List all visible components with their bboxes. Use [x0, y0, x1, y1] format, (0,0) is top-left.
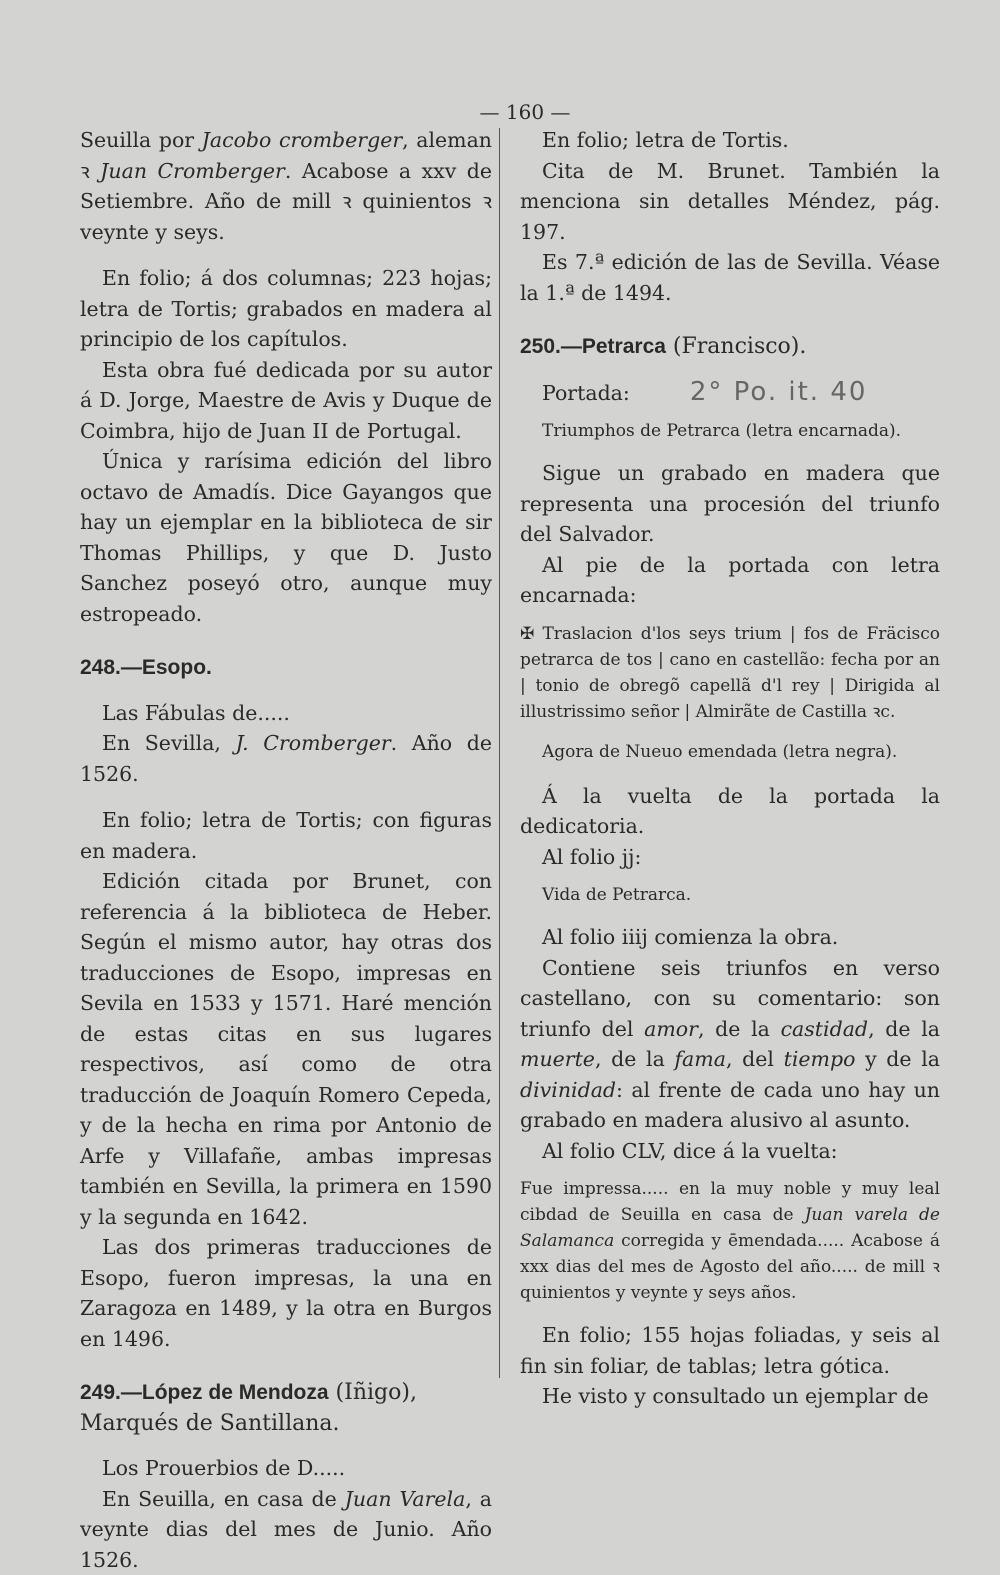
quote-line	[80, 728, 492, 789]
text: En Sevilla,	[102, 731, 236, 755]
quote-line: Vida de Petrarca.	[520, 882, 940, 908]
entry-title: —Esopo.	[121, 656, 212, 679]
paragraph: Es 7.ª edición de las de Sevilla. Véase la 1.ª de 1494.	[520, 247, 940, 308]
entry-249-heading	[80, 1378, 492, 1439]
paragraph: Cita de M. Brunet. También la menciona sin detalles Méndez, pág. 197.	[520, 156, 940, 248]
paragraph	[520, 953, 940, 1136]
paragraph: Al folio jj:	[520, 842, 940, 873]
portada-line	[520, 377, 940, 409]
text: Traslacion d'los seys trium | fos de Fräcisco petrarca de tos | cano en castellão: fecha por an | tonio de obregõ capellã d'l rey | Dirigida al illustrissimo señor | Almirãte de Castilla ꝛc.	[520, 624, 940, 722]
portada-label: Portada:	[542, 381, 630, 405]
term: amor	[644, 1017, 698, 1041]
entry-subtitle: (Francisco).	[666, 334, 806, 359]
paragraph: Esta obra fué dedicada por su autor á D. Jorge, Maestre de Avis y Duque de Coimbra, hijo de Juan II de Portugal.	[80, 355, 492, 447]
paragraph: Al folio CLV, dice á la vuelta:	[520, 1136, 940, 1167]
quote-line	[80, 1484, 492, 1575]
entry-number: 250.	[520, 335, 561, 358]
term: fama	[674, 1047, 725, 1071]
text: , a veynte dias del mes de Junio. Año 1526.	[80, 1487, 492, 1572]
colophon-quote	[520, 621, 940, 725]
entry-247-imprint	[80, 125, 492, 247]
left-column	[80, 125, 492, 1575]
text: , de la	[868, 1017, 940, 1041]
printer-name: Jacobo cromberger	[202, 128, 402, 152]
paragraph: Al folio iiij comienza la obra.	[520, 922, 940, 953]
text: Fue impressa..... en la muy noble y muy leal cibdad de Seuilla en casa de	[520, 1179, 940, 1225]
paragraph: Única y rarísima edición del libro octavo de Amadís. Dice Gayangos que hay un ejemplar en la biblioteca de sir Thomas Phillips, y que D. Justo Sanchez poseyó otro, aunque muy estropeado.	[80, 446, 492, 629]
paragraph: Edición citada por Brunet, con referencia á la biblioteca de Heber. Según el mismo autor, hay otras dos traducciones de Esopo, impresas en Sevila en 1533 y 1571. Haré mención de estas citas en sus lugares respectivos, así como de otra traducción de Joaquín Romero Cepeda, y de la hecha en rima por Antonio de Arfe y Villafañe, ambas impresas también en Sevilla, la primera en 1590 y la segunda en 1642.	[80, 866, 492, 1232]
term: divinidad	[520, 1078, 616, 1102]
entry-subtitle: (Iñigo), Marqués de Santillana.	[80, 1380, 417, 1436]
paragraph: He visto y consultado un ejemplar de	[520, 1381, 940, 1412]
text: y de la	[855, 1047, 940, 1071]
column-divider	[499, 128, 500, 1378]
printer-name: Juan varela de Salamanca	[520, 1205, 940, 1251]
paragraph: Las dos primeras traducciones de Esopo, fueron impresas, la una en Zaragoza en 1489, y la otra en Burgos en 1496.	[80, 1232, 492, 1354]
term: tiempo	[784, 1047, 856, 1071]
paragraph: En folio; á dos columnas; 223 hojas; letra de Tortis; grabados en madera al principio de los capítulos.	[80, 263, 492, 355]
entry-250-heading	[520, 332, 940, 363]
text: , del	[726, 1047, 784, 1071]
quote-line: Los Prouerbios de D.....	[80, 1453, 492, 1484]
handwritten-note: 2° Po. it. 40	[690, 377, 868, 407]
term: muerte	[520, 1047, 595, 1071]
text: , de la	[698, 1017, 781, 1041]
entry-number: 248.	[80, 656, 121, 679]
colophon-quote	[520, 1176, 940, 1306]
paragraph: En folio; letra de Tortis; con figuras en madera.	[80, 805, 492, 866]
text: Contiene seis triunfos en verso castellano, con su comentario: son triunfo del	[520, 956, 940, 1041]
page-number: — 160 —	[470, 100, 580, 124]
entry-number: 249.	[80, 1381, 121, 1404]
cross-icon: ✠	[520, 624, 534, 644]
entry-title: —López de Mendoza	[121, 1381, 329, 1404]
text: , aleman ꝛ	[80, 128, 492, 183]
text: . Año de 1526.	[80, 731, 492, 786]
paragraph: Á la vuelta de la portada la dedicatoria.	[520, 781, 940, 842]
text: , de la	[595, 1047, 675, 1071]
term: castidad	[781, 1017, 869, 1041]
printer-name: Juan Cromberger	[100, 159, 285, 183]
entry-title: —Petrarca	[561, 335, 666, 358]
text: corregida y ēmendada..... Acabose á xxx dias del mes de Agosto del año..... de mill ꝛ quinientos y veynte y seys años.	[520, 1231, 940, 1303]
text: Seuilla por	[80, 128, 202, 152]
paragraph: En folio; 155 hojas foliadas, y seis al fin sin foliar, de tablas; letra gótica.	[520, 1320, 940, 1381]
quote-line: Las Fábulas de.....	[80, 698, 492, 729]
text: . Acabose a xxv de Setiembre. Año de mill ꝛ quinientos ꝛ veynte y seys.	[80, 159, 492, 244]
printer-name: J. Cromberger	[236, 731, 391, 755]
paragraph: Sigue un grabado en madera que representa una procesión del triunfo del Salvador.	[520, 458, 940, 550]
text: : al frente de cada uno hay un grabado en madera alusivo al asunto.	[520, 1078, 940, 1133]
right-column	[520, 125, 940, 1412]
entry-248-heading	[80, 653, 492, 684]
text: En Seuilla, en casa de	[102, 1487, 345, 1511]
paragraph: En folio; letra de Tortis.	[520, 125, 940, 156]
printer-name: Juan Varela	[345, 1487, 466, 1511]
paragraph: Al pie de la portada con letra encarnada:	[520, 550, 940, 611]
title-line: Triumphos de Petrarca (letra encarnada).	[520, 418, 940, 444]
colophon-note: Agora de Nueuo emendada (letra negra).	[520, 739, 940, 765]
